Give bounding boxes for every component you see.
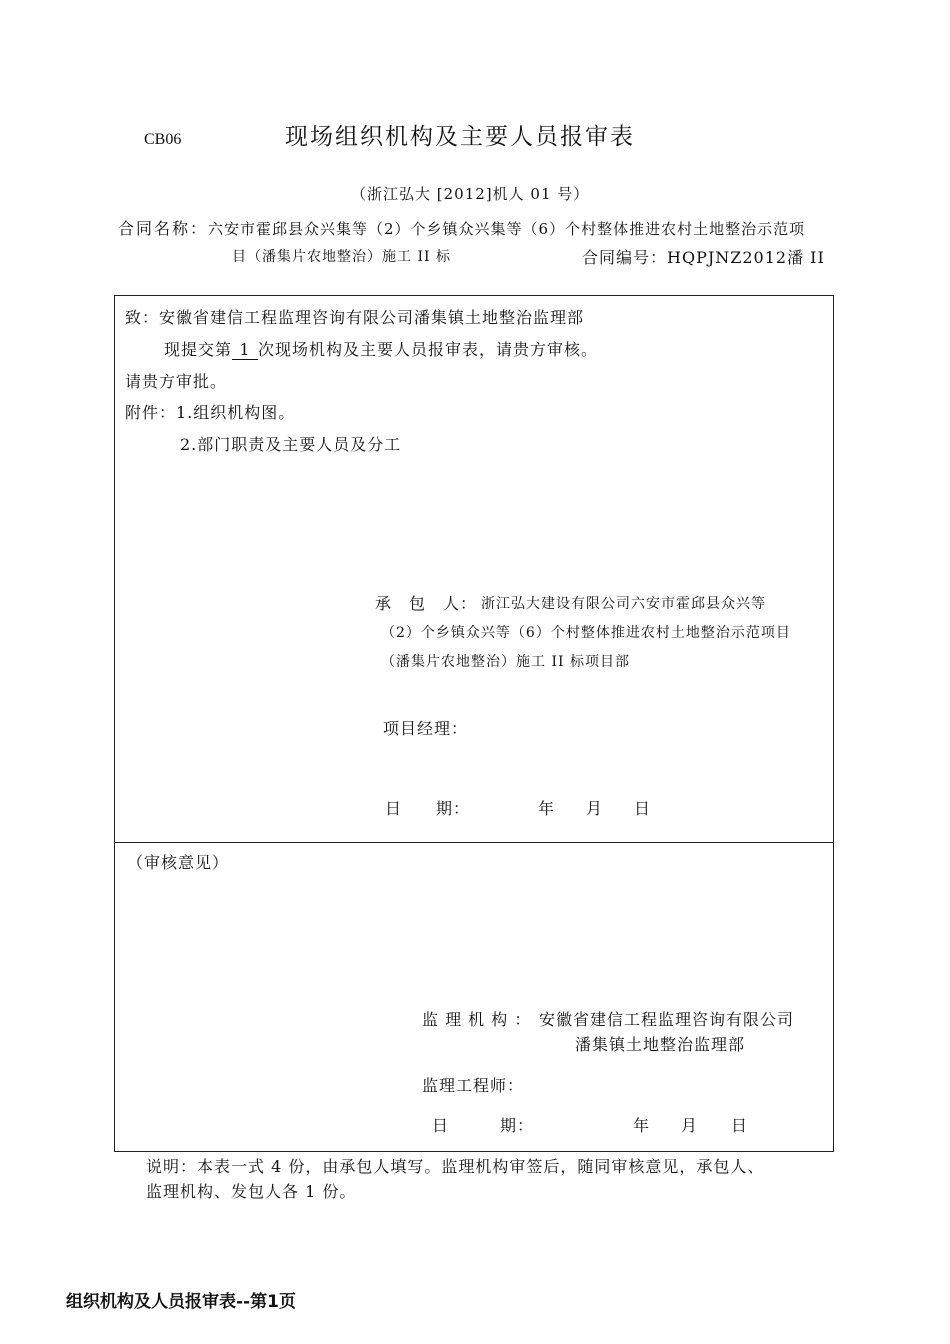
- addressee: 致：安徽省建信工程监理咨询有限公司潘集镇土地整治监理部: [125, 308, 585, 327]
- supervising-engineer-label: 监理工程师：: [422, 1076, 525, 1095]
- submission-suffix: 次现场机构及主要人员报审表，请贵方审核。: [258, 340, 599, 359]
- submission-count: 1: [232, 340, 258, 360]
- date-month: 月: [586, 799, 604, 818]
- contract-name-line1: [118, 216, 805, 239]
- page-footer: 组织机构及人员报审表--第1页: [66, 1292, 296, 1312]
- contract-name-label: 合同名称：: [118, 219, 209, 238]
- contract-name-text: 六安市霍邱县众兴集等（2）个乡镇众兴集等（6）个村整体推进农村土地整治示范项: [208, 220, 806, 238]
- project-manager-label: 项目经理：: [383, 719, 469, 738]
- review-section: [114, 842, 834, 1152]
- review-date-year: 年: [633, 1116, 651, 1135]
- approval-request: 请贵方审批。: [125, 372, 228, 391]
- note-line1: 说明：本表一式 4 份，由承包人填写。监理机构审签后，随同审核意见，承包人、: [146, 1157, 765, 1176]
- contractor-label: 承 包 人：: [375, 594, 478, 613]
- attachment-1: 附件：1.组织机构图。: [125, 403, 296, 422]
- supervisor-line2: 潘集镇土地整治监理部: [575, 1035, 746, 1054]
- contract-number: 合同编号：HQPJNZ2012潘 II: [582, 248, 825, 267]
- contractor-line2: （2）个乡镇众兴等（6）个村整体推进农村土地整治示范项目: [381, 625, 791, 641]
- page-title: 现场组织机构及主要人员报审表: [285, 124, 635, 150]
- contractor-line3: （潘集片农地整治）施工 II 标项目部: [381, 654, 630, 670]
- supervisor-label: 监 理 机 构 ：: [422, 1010, 532, 1029]
- review-date-label: 日 期：: [432, 1116, 535, 1135]
- supervisor-line1: 安徽省建信工程监理咨询有限公司: [539, 1010, 795, 1029]
- review-date-month: 月: [681, 1116, 699, 1135]
- submission-prefix: 现提交第: [164, 340, 233, 359]
- contractor-line1: 浙江弘大建设有限公司六安市霍邱县众兴等: [481, 596, 766, 612]
- date-day: 日: [634, 799, 652, 818]
- document-number: （浙江弘大 [2012]机人 01 号）: [351, 185, 590, 203]
- review-opinion-label: （审核意见）: [127, 853, 230, 872]
- review-date-day: 日: [731, 1116, 749, 1135]
- date-label: 日 期：: [385, 799, 471, 818]
- attachment-2: 2.部门职责及主要人员及分工: [180, 435, 402, 454]
- contract-name-line2: 目（潘集片农地整治）施工 II 标: [232, 249, 451, 265]
- form-code: CB06: [144, 131, 182, 148]
- date-year: 年: [538, 799, 556, 818]
- note-line2: 监理机构、发包人各 1 份。: [146, 1182, 357, 1201]
- submission-statement: [164, 337, 598, 360]
- submission-section: [114, 295, 834, 843]
